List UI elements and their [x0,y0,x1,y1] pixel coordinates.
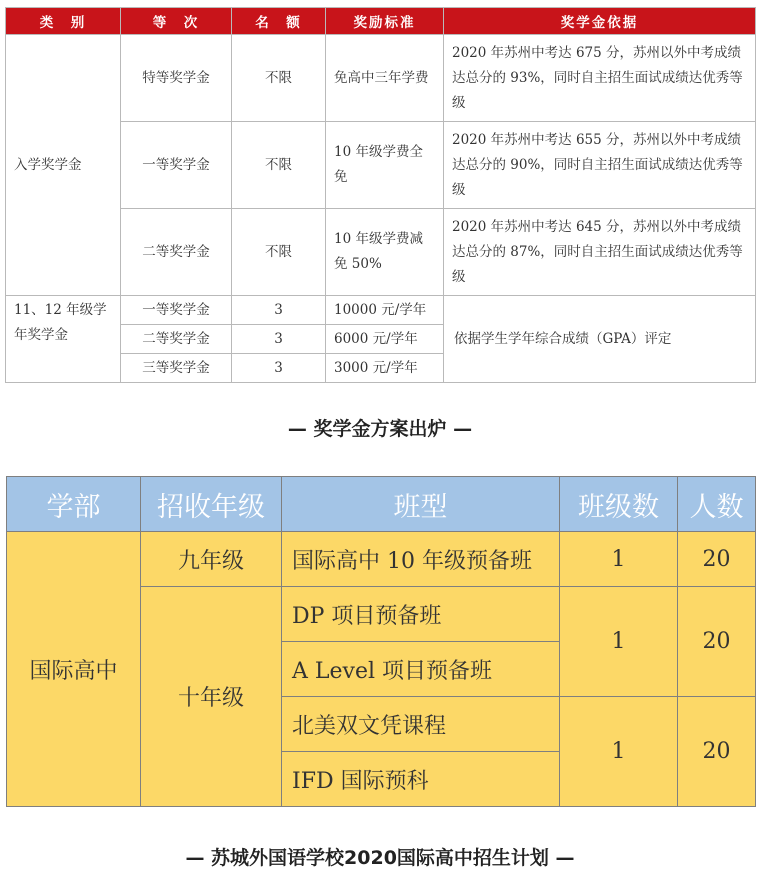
department-cell: 国际高中 [7,532,141,807]
header-class-count: 班级数 [560,477,678,532]
standard-cell: 6000 元/学年 [326,325,444,354]
level-cell: 三等奖学金 [121,354,232,383]
level-cell: 特等奖学金 [121,35,232,122]
quota-cell: 3 [232,325,326,354]
standard-cell: 免高中三年学费 [326,35,444,122]
header-students: 人数 [678,477,756,532]
scholarship-caption: — 奖学金方案出炉 — [287,418,473,440]
class-type-cell: A Level 项目预备班 [282,642,560,697]
enrollment-caption: — 苏城外国语学校2020国际高中招生计划 — [185,847,575,869]
scholarship-header-row [6,8,756,35]
basis-cell: 2020 年苏州中考达 675 分，苏州以外中考成绩达总分的 93%，同时自主招生面试成绩达优秀等级 [444,35,756,122]
quota-cell: 不限 [232,35,326,122]
header-level: 等 次 [121,8,232,35]
header-category: 类 别 [6,8,121,35]
annual-category-cell: 11、12 年级学年奖学金 [6,296,121,383]
scholarship-table [5,7,756,383]
header-grade: 招收年级 [141,477,282,532]
grade-cell: 十年级 [141,587,282,807]
header-quota: 名 额 [232,8,326,35]
enrollment-table [6,476,756,807]
quota-cell: 不限 [232,122,326,209]
class-type-cell: 北美双文凭课程 [282,697,560,752]
quota-cell: 3 [232,296,326,325]
class-count-cell: 1 [560,587,678,697]
header-department: 学部 [7,477,141,532]
students-cell: 20 [678,697,756,807]
students-cell: 20 [678,587,756,697]
table-row [6,35,756,122]
level-cell: 二等奖学金 [121,325,232,354]
header-class-type: 班型 [282,477,560,532]
basis-cell: 2020 年苏州中考达 645 分，苏州以外中考成绩达总分的 87%，同时自主招生面试成绩达优秀等级 [444,209,756,296]
class-type-cell: IFD 国际预科 [282,752,560,807]
class-count-cell: 1 [560,697,678,807]
standard-cell: 10000 元/学年 [326,296,444,325]
header-standard: 奖励标准 [326,8,444,35]
level-cell: 一等奖学金 [121,296,232,325]
table-row [7,532,756,587]
level-cell: 一等奖学金 [121,122,232,209]
quota-cell: 3 [232,354,326,383]
table-row [6,296,756,325]
standard-cell: 10 年级学费全免 [326,122,444,209]
entrance-category-cell: 入学奖学金 [6,35,121,296]
header-basis: 奖学金依据 [444,8,756,35]
class-type-cell: 国际高中 10 年级预备班 [282,532,560,587]
standard-cell: 3000 元/学年 [326,354,444,383]
quota-cell: 不限 [232,209,326,296]
grade-cell: 九年级 [141,532,282,587]
standard-cell: 10 年级学费减免 50% [326,209,444,296]
enrollment-header-row [7,477,756,532]
basis-cell: 2020 年苏州中考达 655 分，苏州以外中考成绩达总分的 90%，同时自主招生面试成绩达优秀等级 [444,122,756,209]
level-cell: 二等奖学金 [121,209,232,296]
annual-basis-cell: 依据学生学年综合成绩（GPA）评定 [444,296,756,383]
class-count-cell: 1 [560,532,678,587]
class-type-cell: DP 项目预备班 [282,587,560,642]
students-cell: 20 [678,532,756,587]
